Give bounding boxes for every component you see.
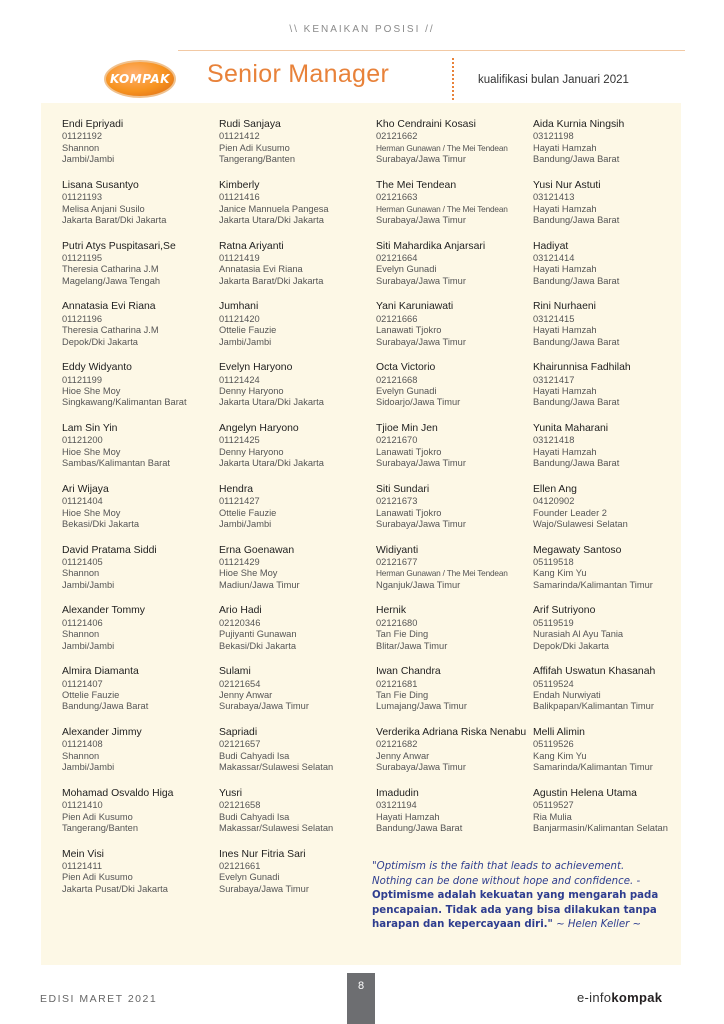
member-location: Surabaya/Jawa Timur [376,154,466,165]
member-entry [219,301,379,362]
member-column-4 [533,119,693,849]
member-entry [533,666,693,727]
member-sponsor: Hayati Hamzah [533,142,597,153]
member-entry [219,119,379,180]
member-entry [533,423,693,484]
member-sponsor: Lanawati Tjokro [376,325,442,336]
member-location: Balikpapan/Kalimantan Timur [533,701,654,712]
member-sponsor: Pien Adi Kusumo [219,142,290,153]
member-entry [62,545,222,606]
member-entry [376,119,536,180]
member-sponsor: Shannon [62,568,100,579]
member-location: Lumajang/Jawa Timur [376,701,467,712]
member-name: Tjioe Min Jen [376,422,438,434]
member-id: 04120902 [533,496,575,507]
member-entry [219,362,379,423]
member-entry [219,727,379,788]
member-id: 03121413 [533,192,575,203]
member-location: Samarinda/Kalimantan Timur [533,762,653,773]
member-entry [219,180,379,241]
member-location: Bandung/Jawa Barat [62,701,149,712]
member-sponsor: Shannon [62,142,100,153]
kompak-logo [104,60,176,98]
member-entry [376,788,536,849]
member-location: Bandung/Jawa Barat [533,275,620,286]
member-location: Sidoarjo/Jawa Timur [376,397,461,408]
member-name: Kimberly [219,179,260,191]
member-entry [533,788,693,849]
member-sponsor: Hayati Hamzah [533,264,597,275]
member-name: Octa Victorio [376,362,436,374]
member-id: 02121677 [376,556,418,567]
member-id: 01121407 [62,678,103,689]
member-location: Surabaya/Jawa Timur [376,215,466,226]
member-entry [62,484,222,545]
member-id: 02121654 [219,678,261,689]
member-entry [219,545,379,606]
member-sponsor: Theresia Catharina J.M [62,325,159,336]
member-entry [219,849,379,910]
member-location: Surabaya/Jawa Timur [376,275,466,286]
member-entry [376,545,536,606]
member-entry [219,423,379,484]
member-id: 02121661 [219,860,261,871]
member-name: Kho Cendraini Kosasi [376,119,476,130]
brand-bold: kompak [611,990,663,1005]
member-location: Jakarta Barat/Dki Jakarta [62,215,167,226]
member-id: 02121666 [376,313,418,324]
page-title: Senior Manager [207,60,390,88]
member-id: 05119526 [533,739,574,750]
member-location: Madiun/Jawa Timur [219,579,300,590]
member-name: Megawaty Santoso [533,544,622,556]
member-name: Imadudin [376,787,419,799]
member-id: 02121664 [376,253,418,263]
member-entry [376,727,536,788]
member-id: 02121680 [376,617,418,628]
member-location: Sambas/Kalimantan Barat [62,458,171,469]
member-id: 02121662 [376,131,418,142]
member-name: Endi Epriyadi [62,119,124,130]
member-location: Jakarta Utara/Dki Jakarta [219,215,324,226]
member-location: Bandung/Jawa Barat [533,336,620,347]
member-sponsor: Ottelie Fauzie [62,689,120,700]
logo-text: KOMPAK [110,72,170,86]
member-location: Bandung/Jawa Barat [533,458,620,469]
member-entry [376,301,536,362]
member-id: 01121405 [62,556,103,567]
member-entry [533,180,693,241]
member-entry [62,180,222,241]
member-sponsor: Ria Mulia [533,811,572,822]
member-sponsor: Hayati Hamzah [533,446,597,457]
member-name: Iwan Chandra [376,666,441,678]
member-entry [62,727,222,788]
member-name: David Pratama Siddi [62,544,157,556]
member-name: Khairunnisa Fadhilah [533,362,631,374]
member-name: Angelyn Haryono [219,422,299,434]
member-name: Affifah Uswatun Khasanah [533,666,656,678]
member-name: Arif Sutriyono [533,605,596,617]
member-location: Makassar/Sulawesi Selatan [219,822,334,833]
member-sponsor: Denny Haryono [219,446,284,457]
member-name: Agustin Helena Utama [533,787,637,799]
member-sponsor: Hayati Hamzah [533,325,597,336]
member-sponsor: Herman Gunawan / The Mei Tendean [376,568,508,579]
member-entry [376,362,536,423]
member-sponsor: Melisa Anjani Susilo [62,203,145,214]
member-location: Jambi/Jambi [62,579,115,590]
member-entry [533,301,693,362]
member-id: 02121682 [376,739,418,750]
member-location: Magelang/Jawa Tengah [62,275,161,286]
member-location: Surabaya/Jawa Timur [376,336,466,347]
member-entry [62,788,222,849]
member-name: Ines Nur Fitria Sari [219,848,306,860]
member-id: 03121417 [533,374,575,385]
member-name: Hendra [219,483,254,495]
member-location: Samarinda/Kalimantan Timur [533,579,653,590]
member-entry [219,484,379,545]
member-id: 03121198 [533,131,574,142]
member-sponsor: Janice Mannuela Pangesa [219,203,329,214]
member-location: Jakarta Barat/Dki Jakarta [219,275,324,286]
member-id: 01121425 [219,435,260,446]
member-sponsor: Evelyn Gunadi [219,872,280,883]
member-entry [376,666,536,727]
member-sponsor: Hioe She Moy [62,386,121,396]
member-sponsor: Jenny Anwar [219,689,273,700]
member-sponsor: Budi Cahyadi Isa [219,811,290,822]
header-rule [178,50,685,51]
member-column-2 [219,119,379,909]
member-id: 02121668 [376,374,418,385]
member-entry [62,423,222,484]
member-name: Mein Visi [62,848,104,860]
member-id: 02120346 [219,617,261,628]
member-entry [62,849,222,910]
member-location: Nganjuk/Jawa Timur [376,579,461,590]
member-name: Yunita Maharani [533,422,609,434]
member-id: 05119527 [533,800,574,811]
member-sponsor: Budi Cahyadi Isa [219,750,290,761]
member-location: Jambi/Jambi [219,519,272,529]
member-entry [219,788,379,849]
member-location: Bandung/Jawa Barat [533,215,620,226]
member-entry [62,119,222,180]
member-entry [533,727,693,788]
member-location: Surabaya/Jawa Timur [219,883,309,894]
member-id: 05119524 [533,678,574,689]
member-id: 01121419 [219,253,260,263]
member-sponsor: Kang Kim Yu [533,750,587,761]
member-id: 01121411 [62,860,102,871]
member-entry [62,605,222,666]
member-location: Jakarta Utara/Dki Jakarta [219,397,324,408]
member-location: Surabaya/Jawa Timur [376,519,466,529]
member-entry [219,605,379,666]
member-entry [62,666,222,727]
member-name: Hadiyat [533,240,569,252]
member-id: 02121681 [376,678,418,689]
quote-indonesian: Optimisme adalah kekuatan yang mengarah pada pencapaian. Tidak ada yang bisa dilakukan tanpa harapan dan kepercayaan diri." [372,890,659,930]
member-entry [376,484,536,545]
member-name: Lisana Susantyo [62,179,139,191]
member-id: 01121195 [62,253,102,263]
member-name: Ellen Ang [533,483,577,495]
member-id: 01121427 [219,496,260,507]
member-name: Alexander Jimmy [62,726,142,738]
member-entry [376,241,536,302]
member-location: Makassar/Sulawesi Selatan [219,762,334,773]
member-name: The Mei Tendean [376,179,457,191]
quote-block [372,860,662,933]
member-id: 03121414 [533,253,575,263]
member-entry [533,119,693,180]
member-name: Rini Nurhaeni [533,301,596,313]
brand-wordmark [577,990,662,1005]
member-sponsor: Pien Adi Kusumo [62,872,133,883]
member-id: 01121420 [219,313,260,324]
member-entry [62,362,222,423]
member-sponsor: Evelyn Gunadi [376,386,437,396]
member-name: Eddy Widyanto [62,362,132,374]
member-sponsor: Tan Fie Ding [376,689,429,700]
member-id: 03121194 [376,800,417,811]
member-sponsor: Ottelie Fauzie [219,507,277,518]
member-sponsor: Lanawati Tjokro [376,507,442,518]
member-entry [533,605,693,666]
member-location: Surabaya/Jawa Timur [219,701,309,712]
member-sponsor: Hioe She Moy [219,568,278,579]
member-id: 02121670 [376,435,418,446]
member-location: Surabaya/Jawa Timur [376,458,466,469]
member-entry [219,666,379,727]
member-id: 01121429 [219,556,260,567]
member-sponsor: Hayati Hamzah [533,386,597,396]
member-location: Jakarta Pusat/Dki Jakarta [62,883,168,894]
member-sponsor: Hioe She Moy [62,446,121,457]
member-id: 05119519 [533,617,574,628]
member-column-1 [62,119,222,909]
member-location: Jambi/Jambi [62,154,115,165]
quote-english: "Optimism is the faith that leads to achievement. Nothing can be done without hope and confidence. - [372,861,641,887]
member-location: Banjarmasin/Kalimantan Selatan [533,822,668,833]
member-sponsor: Herman Gunawan / The Mei Tendean [376,142,508,153]
member-name: Siti Mahardika Anjarsari [376,240,486,252]
member-entry [62,301,222,362]
member-id: 02121673 [376,496,418,507]
member-id: 01121408 [62,739,103,750]
member-location: Bekasi/Dki Jakarta [62,519,139,529]
member-sponsor: Hioe She Moy [62,507,121,518]
member-name: Sapriadi [219,726,258,738]
member-location: Bandung/Jawa Barat [533,397,620,408]
member-entry [62,241,222,302]
member-id: 01121406 [62,617,103,628]
member-id: 01121412 [219,131,260,142]
member-id: 01121410 [62,800,103,811]
member-entry [376,180,536,241]
member-id: 01121200 [62,435,103,446]
member-id: 03121415 [533,313,575,324]
member-name: Putri Atys Puspitasari,Se [62,240,176,252]
section-label: \\ KENAIKAN POSISI // [289,24,435,35]
member-id: 02121658 [219,800,261,811]
member-name: Ari Wijaya [62,483,109,495]
member-id: 01121424 [219,374,260,385]
member-sponsor: Hayati Hamzah [533,203,597,214]
member-name: Lam Sin Yin [62,422,118,434]
dotted-divider [452,58,454,100]
member-entry [376,423,536,484]
member-name: Jumhani [219,301,259,313]
member-sponsor: Endah Nurwiyati [533,689,601,700]
quote-author: ~ Helen Keller ~ [556,919,642,930]
member-location: Jambi/Jambi [219,336,272,347]
member-name: Siti Sundari [376,483,430,495]
member-sponsor: Annatasia Evi Riana [219,264,303,275]
member-location: Bekasi/Dki Jakarta [219,640,296,651]
member-location: Blitar/Jawa Timur [376,640,448,651]
member-id: 01121196 [62,313,102,324]
member-entry [533,545,693,606]
member-name: Mohamad Osvaldo Higa [62,787,174,799]
member-sponsor: Shannon [62,750,100,761]
member-sponsor: Denny Haryono [219,386,284,396]
member-location: Depok/Dki Jakarta [62,336,138,347]
member-name: Ario Hadi [219,605,262,617]
member-id: 01121404 [62,496,103,507]
member-location: Depok/Dki Jakarta [533,640,609,651]
member-sponsor: Founder Leader 2 [533,507,607,518]
member-id: 01121416 [219,192,260,203]
member-entry [219,241,379,302]
member-entry [533,484,693,545]
member-name: Aida Kurnia Ningsih [533,119,625,130]
page-number: 8 [347,973,375,1024]
member-name: Ratna Ariyanti [219,240,284,252]
member-name: Almira Diamanta [62,666,139,678]
member-sponsor: Ottelie Fauzie [219,325,277,336]
member-location: Bandung/Jawa Barat [533,154,620,165]
member-sponsor: Herman Gunawan / The Mei Tendean [376,203,508,214]
member-id: 05119518 [533,556,574,567]
member-entry [533,362,693,423]
member-name: Alexander Tommy [62,605,145,617]
member-location: Tangerang/Banten [219,154,295,165]
member-entry [533,241,693,302]
member-id: 01121192 [62,131,102,142]
member-name: Hernik [376,605,407,617]
member-sponsor: Pien Adi Kusumo [62,811,133,822]
member-sponsor: Lanawati Tjokro [376,446,442,457]
member-name: Rudi Sanjaya [219,119,281,130]
member-location: Singkawang/Kalimantan Barat [62,397,187,408]
member-location: Jakarta Utara/Dki Jakarta [219,458,324,469]
member-id: 03121418 [533,435,575,446]
member-sponsor: Theresia Catharina J.M [62,264,159,275]
member-name: Widiyanti [376,544,419,556]
member-sponsor: Kang Kim Yu [533,568,587,579]
member-id: 01121199 [62,374,102,385]
member-id: 02121663 [376,192,418,203]
member-sponsor: Evelyn Gunadi [376,264,437,275]
member-location: Jambi/Jambi [62,762,115,773]
member-location: Jambi/Jambi [62,640,115,651]
member-name: Melli Alimin [533,726,585,738]
member-sponsor: Hayati Hamzah [376,811,440,822]
member-location: Tangerang/Banten [62,822,138,833]
member-sponsor: Tan Fie Ding [376,629,429,640]
member-name: Erna Goenawan [219,544,295,556]
member-name: Yusi Nur Astuti [533,179,601,191]
member-location: Surabaya/Jawa Timur [376,762,466,773]
member-name: Annatasia Evi Riana [62,301,156,313]
brand-prefix: e-info [577,990,612,1005]
member-name: Evelyn Haryono [219,362,293,374]
member-location: Wajo/Sulawesi Selatan [533,519,628,529]
member-entry [376,605,536,666]
member-sponsor: Jenny Anwar [376,750,430,761]
member-id: 01121193 [62,192,102,203]
member-name: Verderika Adriana Riska Nenabu [376,726,527,738]
member-location: Bandung/Jawa Barat [376,822,463,833]
member-name: Yani Karuniawati [376,301,454,313]
edition-label: EDISI MARET 2021 [40,993,158,1005]
member-column-3 [376,119,536,849]
member-name: Yusri [219,787,243,799]
qualification-subtitle: kualifikasi bulan Januari 2021 [478,74,629,86]
member-name: Sulami [219,666,251,678]
member-sponsor: Nurasiah Al Ayu Tania [533,629,624,640]
member-id: 02121657 [219,739,261,750]
member-sponsor: Shannon [62,629,100,640]
member-sponsor: Pujiyanti Gunawan [219,629,297,640]
